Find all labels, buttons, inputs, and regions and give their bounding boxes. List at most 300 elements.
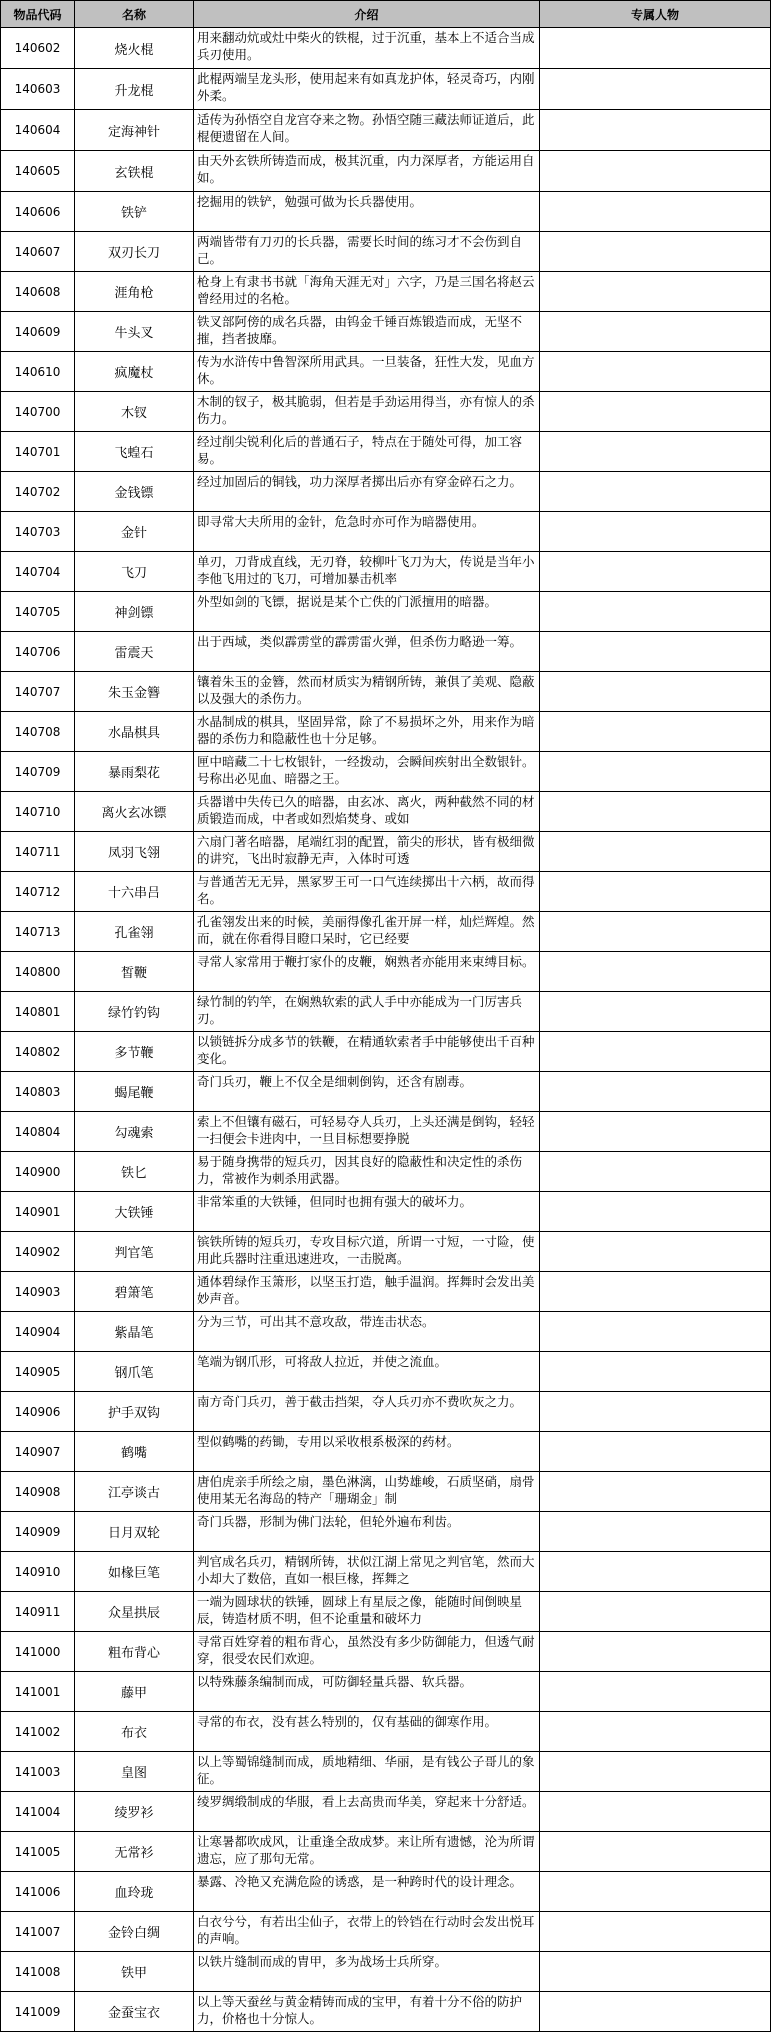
item-description: 寻常人家常用于鞭打家仆的皮鞭，娴熟者亦能用来束缚目标。 [197, 954, 535, 969]
item-description-cell [194, 992, 540, 1032]
table-row [1, 672, 771, 712]
item-exclusive-person [540, 712, 771, 752]
item-name: 铁匕 [75, 1152, 194, 1192]
item-name: 皙鞭 [75, 952, 194, 992]
item-description-cell [194, 352, 540, 392]
item-code: 140610 [1, 352, 75, 392]
item-description-cell [194, 69, 540, 110]
item-name: 铁甲 [75, 1952, 194, 1992]
item-name: 玄铁棍 [75, 151, 194, 192]
item-code: 141001 [1, 1672, 75, 1712]
item-exclusive-person [540, 1552, 771, 1592]
item-description-cell [194, 192, 540, 232]
item-description: 经过削尖锐利化后的普通石子，特点在于随处可得，加工容易。 [197, 434, 523, 466]
item-code: 140706 [1, 632, 75, 672]
item-exclusive-person [540, 1792, 771, 1832]
item-description-cell [194, 952, 540, 992]
item-description-cell [194, 1672, 540, 1712]
table-row [1, 1272, 771, 1312]
item-name: 护手双钩 [75, 1392, 194, 1432]
item-description-cell [194, 1512, 540, 1552]
table-row [1, 952, 771, 992]
item-description: 铁叉部阿傍的成名兵器，由钨金千锤百炼锻造而成，无坚不摧，挡者披靡。 [197, 314, 523, 346]
table-row [1, 592, 771, 632]
item-code: 140909 [1, 1512, 75, 1552]
item-code: 140607 [1, 232, 75, 272]
item-name: 神剑镖 [75, 592, 194, 632]
item-description: 出于西域，类似霹雳堂的霹雳雷火弹，但杀伤力略逊一筹。 [197, 634, 523, 649]
item-description: 木制的钗子，极其脆弱，但若是手劲运用得当，亦有惊人的杀伤力。 [197, 394, 535, 426]
item-description-cell [194, 912, 540, 952]
item-name: 钢爪笔 [75, 1352, 194, 1392]
item-name: 雷震天 [75, 632, 194, 672]
item-code: 140710 [1, 792, 75, 832]
item-description-cell [194, 1952, 540, 1992]
item-code: 140608 [1, 272, 75, 312]
item-description-cell [194, 1912, 540, 1952]
item-description: 挖掘用的铁铲，勉强可做为长兵器使用。 [197, 194, 423, 209]
item-exclusive-person [540, 1712, 771, 1752]
item-code: 141008 [1, 1952, 75, 1992]
item-description-cell [194, 512, 540, 552]
table-row [1, 1712, 771, 1752]
item-name: 大铁锤 [75, 1192, 194, 1232]
item-description: 南方奇门兵刃，善于截击挡架，夺人兵刃亦不费吹灰之力。 [197, 1394, 523, 1409]
item-description-cell [194, 432, 540, 472]
item-exclusive-person [540, 1032, 771, 1072]
item-exclusive-person [540, 552, 771, 592]
item-exclusive-person [540, 632, 771, 672]
item-name: 蝎尾鞭 [75, 1072, 194, 1112]
item-description-cell [194, 272, 540, 312]
item-code: 140908 [1, 1472, 75, 1512]
item-description: 匣中暗藏二十七枚银针，一经拨动，会瞬间疾射出全数银针。号称出必见血、暗器之王。 [197, 754, 535, 786]
item-name: 孔雀翎 [75, 912, 194, 952]
item-description: 以上等蜀锦缝制而成，质地精细、华丽，是有钱公子哥儿的象征。 [197, 1754, 535, 1786]
item-description-cell [194, 1272, 540, 1312]
item-name: 金铃白绸 [75, 1912, 194, 1952]
table-row [1, 352, 771, 392]
item-description-cell [194, 1432, 540, 1472]
item-description: 奇门兵器，形制为佛门法轮，但轮外遍布利齿。 [197, 1514, 460, 1529]
item-name: 定海神针 [75, 110, 194, 151]
item-description-cell [194, 632, 540, 672]
table-row [1, 1232, 771, 1272]
item-exclusive-person [540, 110, 771, 151]
item-code: 140903 [1, 1272, 75, 1312]
item-exclusive-person [540, 752, 771, 792]
item-code: 140713 [1, 912, 75, 952]
item-description-cell [194, 872, 540, 912]
item-name: 布衣 [75, 1712, 194, 1752]
table-row [1, 1392, 771, 1432]
item-description: 六扇门著名暗器，尾端红羽的配置，箭尖的形状，皆有极细微的讲究，飞出时寂静无声，入体时可透 [197, 834, 535, 866]
item-description-cell [194, 1752, 540, 1792]
item-code: 140708 [1, 712, 75, 752]
item-exclusive-person [540, 1352, 771, 1392]
item-code: 140711 [1, 832, 75, 872]
item-exclusive-person [540, 1672, 771, 1712]
table-row [1, 512, 771, 552]
item-description: 适传为孙悟空自龙宫夺来之物。孙悟空随三藏法师证道后，此棍便遗留在人间。 [197, 112, 535, 144]
item-name: 金钱镖 [75, 472, 194, 512]
table-row [1, 28, 771, 69]
item-exclusive-person [540, 832, 771, 872]
item-description: 镔铁所铸的短兵刃，专攻目标穴道，所谓一寸短，一寸险，使用此兵器时注重迅速进攻，一击脱离。 [197, 1234, 535, 1266]
item-exclusive-person [540, 352, 771, 392]
item-description: 判官成名兵刃，精钢所铸，状似江湖上常见之判官笔，然而大小却大了数倍，直如一根巨椽，挥舞之 [197, 1554, 535, 1586]
item-description: 暴露、冷艳又充满危险的诱惑，是一种跨时代的设计理念。 [197, 1874, 523, 1889]
item-name: 十六串吕 [75, 872, 194, 912]
table-row [1, 1312, 771, 1352]
item-description-cell [194, 1192, 540, 1232]
table-row [1, 232, 771, 272]
item-description: 镶着朱玉的金簪，然而材质实为精钢所铸，兼俱了美观、隐蔽以及强大的杀伤力。 [197, 674, 535, 706]
table-row [1, 872, 771, 912]
item-description: 经过加固后的铜钱，功力深厚者掷出后亦有穿金碎石之力。 [197, 474, 523, 489]
item-description-cell [194, 232, 540, 272]
table-row [1, 1672, 771, 1712]
table-row [1, 1352, 771, 1392]
item-exclusive-person [540, 1912, 771, 1952]
item-description-cell [194, 1232, 540, 1272]
item-description-cell [194, 832, 540, 872]
item-description: 非常笨重的大铁锤，但同时也拥有强大的破坏力。 [197, 1194, 473, 1209]
item-description: 两端皆带有刀刃的长兵器，需要长时间的练习才不会伤到自己。 [197, 234, 523, 266]
item-description-cell [194, 1352, 540, 1392]
item-exclusive-person [540, 1312, 771, 1352]
item-code: 140802 [1, 1032, 75, 1072]
item-description: 通体碧绿作玉箫形，以坚玉打造，触手温润。挥舞时会发出美妙声音。 [197, 1274, 535, 1306]
table-row [1, 110, 771, 151]
item-code: 140910 [1, 1552, 75, 1592]
table-row [1, 1872, 771, 1912]
item-code: 140900 [1, 1152, 75, 1192]
item-exclusive-person [540, 1592, 771, 1632]
item-name: 绿竹钓钩 [75, 992, 194, 1032]
item-exclusive-person [540, 952, 771, 992]
table-row [1, 1792, 771, 1832]
item-name: 众星拱辰 [75, 1592, 194, 1632]
item-name: 涯角枪 [75, 272, 194, 312]
item-exclusive-person [540, 1152, 771, 1192]
item-description: 易于随身携带的短兵刃，因其良好的隐蔽性和决定性的杀伤力，常被作为刺杀用武器。 [197, 1154, 523, 1186]
item-name: 烧火棍 [75, 28, 194, 69]
item-name: 鹤嘴 [75, 1432, 194, 1472]
item-description: 分为三节，可出其不意攻敌，带连击状态。 [197, 1314, 435, 1329]
item-name: 金蚕宝衣 [75, 1992, 194, 2032]
item-description: 与普通苦无无异，黑冢罗王可一口气连续掷出十六柄，故而得名。 [197, 874, 535, 906]
item-description-cell [194, 110, 540, 151]
item-code: 141002 [1, 1712, 75, 1752]
item-description: 绫罗绸缎制成的华服，看上去高贵而华美，穿起来十分舒适。 [197, 1794, 535, 1809]
item-code: 141009 [1, 1992, 75, 2032]
item-name: 多节鞭 [75, 1032, 194, 1072]
item-description: 奇门兵刃，鞭上不仅全是细刺倒钩，还含有剧毒。 [197, 1074, 473, 1089]
header-row [1, 1, 771, 28]
item-exclusive-person [540, 1512, 771, 1552]
item-code: 140701 [1, 432, 75, 472]
item-exclusive-person [540, 992, 771, 1032]
table-row [1, 1512, 771, 1552]
item-exclusive-person [540, 192, 771, 232]
table-row [1, 912, 771, 952]
table-row [1, 1432, 771, 1472]
item-description: 寻常百姓穿着的粗布背心，虽然没有多少防御能力，但透气耐穿，很受农民们欢迎。 [197, 1634, 535, 1666]
item-name: 如椽巨笔 [75, 1552, 194, 1592]
item-code: 140905 [1, 1352, 75, 1392]
item-description-cell [194, 1072, 540, 1112]
item-description: 用来翻动炕或灶中柴火的铁棍，过于沉重，基本上不适合当成兵刃使用。 [197, 30, 535, 62]
item-code: 140703 [1, 512, 75, 552]
item-code: 140605 [1, 151, 75, 192]
item-code: 141000 [1, 1632, 75, 1672]
item-name: 飞刀 [75, 552, 194, 592]
item-exclusive-person [540, 151, 771, 192]
item-exclusive-person [540, 912, 771, 952]
item-description: 以铁片缝制而成的胄甲，多为战场士兵所穿。 [197, 1954, 448, 1969]
item-description: 以上等天蚕丝与黄金精铸而成的宝甲，有着十分不俗的防护力，价格也十分惊人。 [197, 1994, 523, 2026]
item-exclusive-person [540, 392, 771, 432]
item-description: 白衣兮兮，有若出尘仙子，衣带上的铃铛在行动时会发出悦耳的声响。 [197, 1914, 535, 1946]
table-row [1, 1592, 771, 1632]
table-row [1, 1832, 771, 1872]
item-code: 140602 [1, 28, 75, 69]
table-row [1, 1112, 771, 1152]
item-exclusive-person [540, 28, 771, 69]
table-row [1, 1632, 771, 1672]
item-description-cell [194, 1472, 540, 1512]
table-row [1, 1552, 771, 1592]
item-code: 140603 [1, 69, 75, 110]
item-code: 140704 [1, 552, 75, 592]
table-row [1, 552, 771, 592]
item-name: 暴雨梨花 [75, 752, 194, 792]
table-row [1, 992, 771, 1032]
item-exclusive-person [540, 872, 771, 912]
item-code: 140700 [1, 392, 75, 432]
item-exclusive-person [540, 312, 771, 352]
item-exclusive-person [540, 432, 771, 472]
header-code: 物品代码 [1, 1, 75, 28]
table-row [1, 1192, 771, 1232]
item-description-cell [194, 1552, 540, 1592]
item-name: 血玲珑 [75, 1872, 194, 1912]
item-name: 升龙棍 [75, 69, 194, 110]
item-code: 140707 [1, 672, 75, 712]
table-row [1, 712, 771, 752]
table-row [1, 192, 771, 232]
item-description: 以锁链拆分成多节的铁鞭，在精通软索者手中能够使出千百种变化。 [197, 1034, 535, 1066]
item-description: 即寻常大夫所用的金针，危急时亦可作为暗器使用。 [197, 514, 485, 529]
table-body [1, 28, 771, 2032]
item-exclusive-person [540, 1632, 771, 1672]
header-desc: 介绍 [194, 1, 540, 28]
item-exclusive-person [540, 592, 771, 632]
item-description: 唐伯虎亲手所绘之扇，墨色淋漓，山势雄峻，石质坚硝，扇骨使用某无名海岛的特产「珊瑚金」制 [197, 1474, 535, 1506]
item-description-cell [194, 1832, 540, 1872]
item-description-cell [194, 752, 540, 792]
item-code: 140712 [1, 872, 75, 912]
table-row [1, 752, 771, 792]
item-code: 140804 [1, 1112, 75, 1152]
item-exclusive-person [540, 69, 771, 110]
item-exclusive-person [540, 272, 771, 312]
table-row [1, 312, 771, 352]
item-name: 碧箫笔 [75, 1272, 194, 1312]
item-name: 日月双轮 [75, 1512, 194, 1552]
item-description-cell [194, 1032, 540, 1072]
item-description-cell [194, 792, 540, 832]
item-code: 140906 [1, 1392, 75, 1432]
item-code: 140901 [1, 1192, 75, 1232]
item-name: 凤羽飞翎 [75, 832, 194, 872]
item-description-cell [194, 1592, 540, 1632]
item-name: 铁铲 [75, 192, 194, 232]
table-row [1, 392, 771, 432]
item-name: 紫晶笔 [75, 1312, 194, 1352]
item-name: 朱玉金簪 [75, 672, 194, 712]
item-name: 判官笔 [75, 1232, 194, 1272]
item-description: 孔雀翎发出来的时候，美丽得像孔雀开屏一样，灿烂辉煌。然而，就在你看得目瞪口呆时，它已经要 [197, 914, 535, 946]
item-description-cell [194, 552, 540, 592]
table-row [1, 151, 771, 192]
item-description-cell [194, 712, 540, 752]
item-code: 140904 [1, 1312, 75, 1352]
item-name: 金针 [75, 512, 194, 552]
item-description-cell [194, 1392, 540, 1432]
item-code: 140705 [1, 592, 75, 632]
item-name: 双刃长刀 [75, 232, 194, 272]
item-name: 木钗 [75, 392, 194, 432]
item-description: 型似鹤嘴的药锄，专用以采收根系极深的药材。 [197, 1434, 460, 1449]
item-exclusive-person [540, 672, 771, 712]
item-exclusive-person [540, 232, 771, 272]
table-row [1, 832, 771, 872]
item-name: 牛头叉 [75, 312, 194, 352]
item-exclusive-person [540, 1472, 771, 1512]
item-name: 飞蝗石 [75, 432, 194, 472]
item-name: 藤甲 [75, 1672, 194, 1712]
item-code: 141003 [1, 1752, 75, 1792]
item-exclusive-person [540, 1392, 771, 1432]
item-code: 141004 [1, 1792, 75, 1832]
table-row [1, 1072, 771, 1112]
item-name: 绫罗衫 [75, 1792, 194, 1832]
item-name: 粗布背心 [75, 1632, 194, 1672]
item-exclusive-person [540, 1752, 771, 1792]
item-name: 勾魂索 [75, 1112, 194, 1152]
item-code: 140609 [1, 312, 75, 352]
item-description-cell [194, 1152, 540, 1192]
item-code: 141006 [1, 1872, 75, 1912]
item-description-cell [194, 1632, 540, 1672]
item-code: 141007 [1, 1912, 75, 1952]
header-person: 专属人物 [540, 1, 771, 28]
table-row [1, 1152, 771, 1192]
item-description-cell [194, 672, 540, 712]
table-row [1, 1752, 771, 1792]
item-exclusive-person [540, 1232, 771, 1272]
item-code: 140709 [1, 752, 75, 792]
item-description: 外型如剑的飞镖，据说是某个亡佚的门派擅用的暗器。 [197, 594, 498, 609]
item-description: 兵器谱中失传已久的暗器，由玄冰、离火，两种截然不同的材质锻造而成，中者或如烈焰焚身、或如 [197, 794, 535, 826]
item-exclusive-person [540, 792, 771, 832]
item-description-cell [194, 1872, 540, 1912]
item-description-cell [194, 312, 540, 352]
item-code: 140604 [1, 110, 75, 151]
header-name: 名称 [75, 1, 194, 28]
item-exclusive-person [540, 472, 771, 512]
item-code: 140911 [1, 1592, 75, 1632]
item-exclusive-person [540, 1952, 771, 1992]
table-row [1, 1952, 771, 1992]
item-exclusive-person [540, 1072, 771, 1112]
item-exclusive-person [540, 1832, 771, 1872]
item-description: 单刃，刀背成直线，无刃脊，较柳叶飞刀为大，传说是当年小李他飞用过的飞刀，可增加暴击机率 [197, 554, 535, 586]
item-code: 141005 [1, 1832, 75, 1872]
table-row [1, 472, 771, 512]
item-description-cell [194, 28, 540, 69]
item-description: 笔端为钢爪形，可将敌人拉近，并使之流血。 [197, 1354, 448, 1369]
item-code: 140606 [1, 192, 75, 232]
item-description: 一端为圆球状的铁锤，圆球上有星辰之像，能随时间倒映星辰，铸造材质不明，但不论重量和破坏力 [197, 1594, 523, 1626]
table-row [1, 1912, 771, 1952]
item-code: 140800 [1, 952, 75, 992]
item-description: 水晶制成的棋具，坚固异常，除了不易损坏之外，用来作为暗器的杀伤力和隐蔽性也十分足够。 [197, 714, 535, 746]
item-description: 以特殊藤条编制而成，可防御轻量兵器、软兵器。 [197, 1674, 473, 1689]
item-name: 离火玄冰镖 [75, 792, 194, 832]
item-description: 由天外玄铁所铸造而成，极其沉重，内力深厚者，方能运用自如。 [197, 153, 535, 185]
item-name: 皇图 [75, 1752, 194, 1792]
item-description-cell [194, 1112, 540, 1152]
table-row [1, 272, 771, 312]
item-description: 此棍两端呈龙头形，使用起来有如真龙护体，轻灵奇巧，内刚外柔。 [197, 71, 535, 103]
table-row [1, 1032, 771, 1072]
table-header [1, 1, 771, 28]
item-name: 水晶棋具 [75, 712, 194, 752]
item-description-cell [194, 1792, 540, 1832]
item-description: 绿竹制的钓竿，在娴熟软索的武人手中亦能成为一门厉害兵刃。 [197, 994, 523, 1026]
table-row [1, 632, 771, 672]
item-description-cell [194, 1312, 540, 1352]
item-exclusive-person [540, 512, 771, 552]
item-name: 无常衫 [75, 1832, 194, 1872]
item-description-cell [194, 151, 540, 192]
item-name: 疯魔杖 [75, 352, 194, 392]
item-exclusive-person [540, 1872, 771, 1912]
item-description-cell [194, 1712, 540, 1752]
item-description-cell [194, 472, 540, 512]
item-code: 140702 [1, 472, 75, 512]
item-code: 140801 [1, 992, 75, 1032]
item-description: 索上不但镶有磁石，可轻易夺人兵刃，上头还满是倒钩，轻轻一扫便会卡进肉中，一旦目标想要挣脱 [197, 1114, 535, 1146]
item-code: 140803 [1, 1072, 75, 1112]
item-exclusive-person [540, 1272, 771, 1312]
table-row [1, 1472, 771, 1512]
table-row [1, 69, 771, 110]
item-description-cell [194, 392, 540, 432]
table-row [1, 432, 771, 472]
item-description: 让寒暑都吹成风，让重逢全敌成梦。来让所有遗憾，沦为所谓遗忘，应了那句无常。 [197, 1834, 535, 1866]
item-exclusive-person [540, 1192, 771, 1232]
item-code: 140902 [1, 1232, 75, 1272]
item-description: 枪身上有隶书书就「海角天涯无对」六字，乃是三国名将赵云曾经用过的名枪。 [197, 274, 535, 306]
table-row [1, 792, 771, 832]
item-name: 江亭谈古 [75, 1472, 194, 1512]
item-exclusive-person [540, 1432, 771, 1472]
item-description-cell [194, 592, 540, 632]
